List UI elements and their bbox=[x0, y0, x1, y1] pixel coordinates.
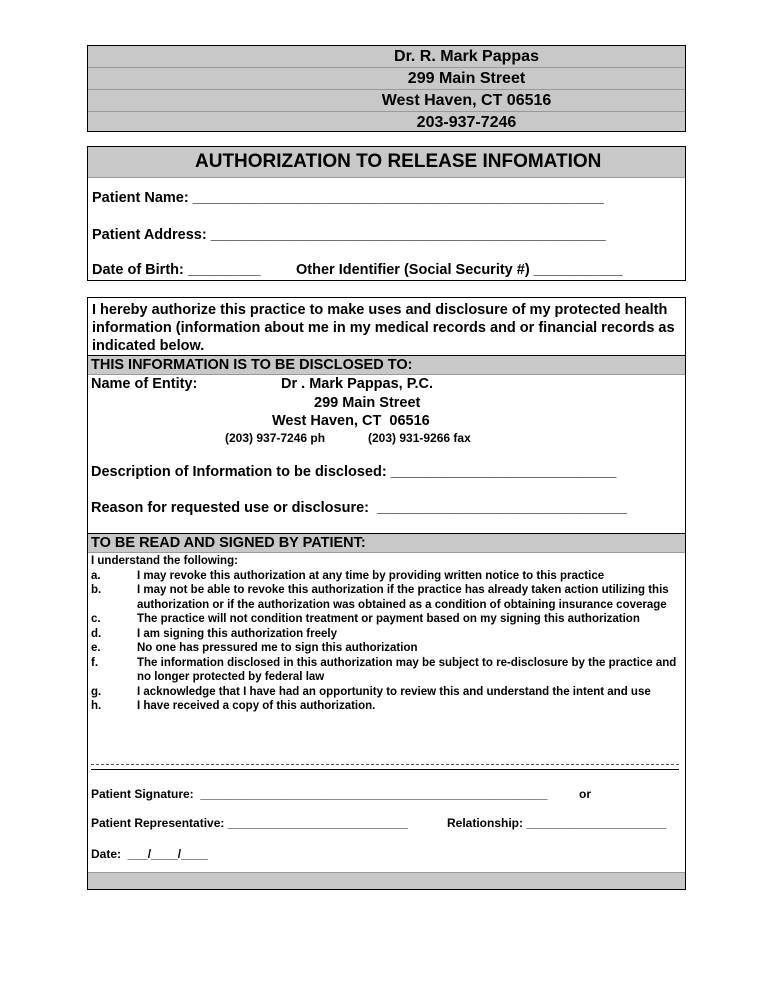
practice-name: Dr. R. Mark Pappas bbox=[88, 46, 685, 68]
footer-bar bbox=[88, 872, 685, 889]
list-item: f. The information disclosed in this authorization may be subject to re-disclosure by the practice and no longer protected by federal law bbox=[91, 656, 677, 683]
entity-name: Dr . Mark Pappas, P.C. bbox=[281, 376, 434, 392]
list-item: a. I may revoke this authorization at any time by providing written notice to this practice bbox=[91, 569, 605, 582]
relationship-field[interactable]: Relationship: _____________________ bbox=[447, 816, 667, 830]
dashed-divider bbox=[91, 764, 679, 765]
understanding-list bbox=[91, 554, 681, 714]
solid-divider bbox=[91, 769, 679, 770]
entity-phone: (203) 937-7246 ph bbox=[225, 431, 326, 445]
list-item: h. I have received a copy of this authorization. bbox=[91, 700, 376, 712]
practice-city: West Haven, CT 06516 bbox=[88, 90, 685, 112]
date-of-birth-field[interactable]: Date of Birth: _________ bbox=[92, 262, 261, 278]
patient-signature-field[interactable]: Patient Signature: ____________________________________________________ bbox=[91, 787, 548, 801]
disclose-to-heading: THIS INFORMATION IS TO BE DISCLOSED TO: bbox=[88, 355, 685, 375]
patient-name-field[interactable]: Patient Name: ___________________________________________________ bbox=[92, 190, 604, 206]
practice-header bbox=[87, 45, 686, 132]
list-item: b. I may not be able to revoke this authorization if the practice has already taken action utilizing this authorization or if the authorization was obtained as a condition of obtaining insurance coverage bbox=[91, 584, 669, 611]
entity-city: West Haven, CT 06516 bbox=[272, 413, 430, 429]
entity-fax: (203) 931-9266 fax bbox=[368, 431, 471, 445]
list-item: e. No one has pressured me to sign this authorization bbox=[91, 642, 418, 654]
date-field[interactable]: Date: ___/____/____ bbox=[91, 847, 208, 861]
list-item: g. I acknowledge that I have had an opportunity to review this and understand the intent and use bbox=[91, 685, 651, 698]
list-item: c. The practice will not condition treatment or payment based on my signing this authorization bbox=[91, 613, 640, 625]
other-identifier-field[interactable]: Other Identifier (Social Security #) ___________ bbox=[296, 262, 623, 278]
practice-phone: 203-937-7246 bbox=[416, 114, 517, 131]
patient-info-section bbox=[87, 146, 686, 281]
list-item: d. I am signing this authorization freely bbox=[91, 627, 337, 640]
understand-intro: I understand the following: bbox=[91, 555, 238, 567]
authorization-paragraph: I hereby authorize this practice to make uses and disclosure of my protected health information (information about me in my medical records and or financial records as indicated below. bbox=[92, 302, 675, 354]
practice-street: 299 Main Street bbox=[88, 68, 685, 90]
or-label: or bbox=[579, 787, 591, 801]
form-title: AUTHORIZATION TO RELEASE INFOMATION bbox=[88, 147, 685, 178]
reason-field[interactable]: Reason for requested use or disclosure: _______________________________ bbox=[91, 500, 628, 516]
patient-address-field[interactable]: Patient Address: _________________________________________________ bbox=[92, 227, 606, 243]
authorization-section bbox=[87, 297, 686, 890]
read-and-sign-heading: TO BE READ AND SIGNED BY PATIENT: bbox=[88, 533, 685, 553]
entity-label: Name of Entity: bbox=[91, 376, 198, 392]
patient-representative-field[interactable]: Patient Representative: ___________________________ bbox=[91, 816, 408, 830]
entity-street: 299 Main Street bbox=[314, 395, 421, 411]
description-field[interactable]: Description of Information to be disclosed: ____________________________ bbox=[91, 464, 617, 480]
